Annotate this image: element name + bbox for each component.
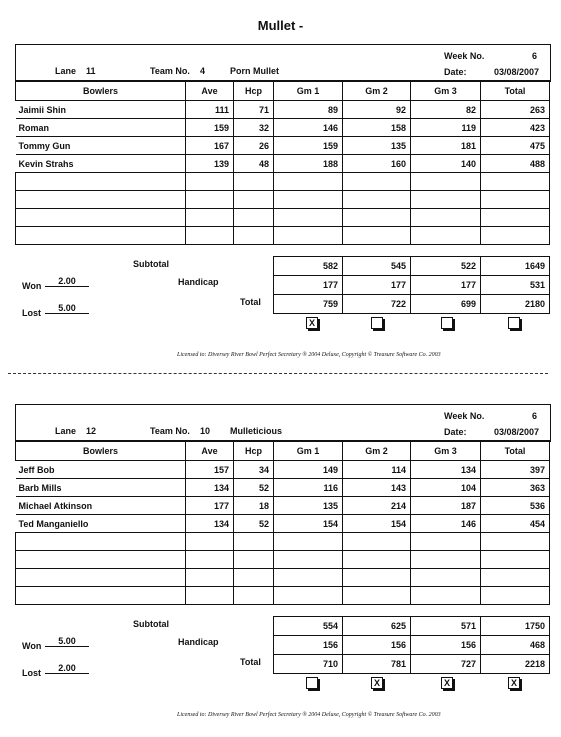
table-row xyxy=(16,173,550,191)
column-header: Bowlers xyxy=(16,441,186,461)
score-cell xyxy=(186,551,234,569)
total-cell: 710 xyxy=(274,655,343,674)
table-row xyxy=(16,569,550,587)
score-cell: 134 xyxy=(186,515,234,533)
score-cell xyxy=(343,227,411,245)
summary-table xyxy=(273,616,550,674)
score-cell: 159 xyxy=(186,119,234,137)
week-no-label: Week No. xyxy=(444,51,485,61)
team-no-label: Team No. xyxy=(150,426,190,436)
score-cell: 140 xyxy=(411,155,481,173)
score-cell: 116 xyxy=(274,479,343,497)
score-cell: 158 xyxy=(343,119,411,137)
subtotal-cell: 554 xyxy=(274,617,343,636)
subtotal-cell: 545 xyxy=(343,257,411,276)
total-cell: 2180 xyxy=(481,295,550,314)
bowler-name xyxy=(16,569,186,587)
column-header: Gm 2 xyxy=(343,81,411,101)
total-cell: 722 xyxy=(343,295,411,314)
score-cell xyxy=(186,191,234,209)
score-cell: 397 xyxy=(481,461,550,479)
score-cell xyxy=(234,191,274,209)
total-cell: 2218 xyxy=(481,655,550,674)
game-win-checkbox[interactable]: X xyxy=(371,677,383,689)
score-cell xyxy=(411,191,481,209)
score-cell: 134 xyxy=(411,461,481,479)
table-row xyxy=(16,551,550,569)
subtotal-row xyxy=(274,257,550,276)
score-cell: 536 xyxy=(481,497,550,515)
score-cell: 89 xyxy=(274,101,343,119)
table-row xyxy=(16,227,550,245)
score-cell: 363 xyxy=(481,479,550,497)
column-header: Ave xyxy=(186,441,234,461)
handicap-cell: 468 xyxy=(481,636,550,655)
game-win-checkbox[interactable] xyxy=(441,317,453,329)
score-cell xyxy=(481,209,550,227)
score-cell: 177 xyxy=(186,497,234,515)
bowler-table xyxy=(15,440,550,605)
score-cell xyxy=(274,533,343,551)
date-value: 03/08/2007 xyxy=(494,67,540,77)
score-cell xyxy=(234,173,274,191)
score-cell xyxy=(234,587,274,605)
score-cell: 146 xyxy=(411,515,481,533)
score-cell: 18 xyxy=(234,497,274,515)
score-cell: 119 xyxy=(411,119,481,137)
won-value: 2.00 xyxy=(45,276,89,287)
score-cell xyxy=(481,191,550,209)
column-header: Gm 1 xyxy=(274,81,343,101)
score-cell xyxy=(343,209,411,227)
total-row xyxy=(274,295,550,314)
bowler-name xyxy=(16,587,186,605)
score-cell: 423 xyxy=(481,119,550,137)
team-no-value: 4 xyxy=(200,66,206,76)
score-cell: 32 xyxy=(234,119,274,137)
subtotal-cell: 582 xyxy=(274,257,343,276)
score-cell xyxy=(481,173,550,191)
score-cell xyxy=(234,569,274,587)
bowler-name xyxy=(16,191,186,209)
subtotal-label: Subtotal xyxy=(133,259,169,269)
score-cell: 26 xyxy=(234,137,274,155)
handicap-cell: 156 xyxy=(274,636,343,655)
bowler-name xyxy=(16,551,186,569)
score-cell: 34 xyxy=(234,461,274,479)
game-win-checkbox[interactable]: X xyxy=(508,677,520,689)
total-cell: 781 xyxy=(343,655,411,674)
team-no-value: 10 xyxy=(200,426,211,436)
game-win-checkbox[interactable]: X xyxy=(306,317,318,329)
score-cell: 146 xyxy=(274,119,343,137)
score-cell xyxy=(411,551,481,569)
table-row xyxy=(16,461,550,479)
total-cell: 759 xyxy=(274,295,343,314)
bowler-name: Tommy Gun xyxy=(16,137,186,155)
handicap-row xyxy=(274,636,550,655)
handicap-cell: 156 xyxy=(343,636,411,655)
score-cell: 159 xyxy=(274,137,343,155)
score-cell xyxy=(481,569,550,587)
score-cell: 160 xyxy=(343,155,411,173)
column-header: Gm 3 xyxy=(411,81,481,101)
score-cell xyxy=(343,551,411,569)
score-cell xyxy=(481,227,550,245)
score-cell xyxy=(343,533,411,551)
table-row xyxy=(16,587,550,605)
score-cell xyxy=(274,551,343,569)
column-header: Hcp xyxy=(234,441,274,461)
date-label: Date: xyxy=(444,427,467,437)
week-no-label: Week No. xyxy=(444,411,485,421)
lane-value: 11 xyxy=(86,66,96,76)
sheet-header xyxy=(15,404,551,442)
page-title: Mullet - xyxy=(257,18,304,33)
handicap-cell: 177 xyxy=(343,276,411,295)
table-row xyxy=(16,497,550,515)
table-row xyxy=(16,119,550,137)
score-cell: 263 xyxy=(481,101,550,119)
table-row xyxy=(16,101,550,119)
score-cell: 154 xyxy=(274,515,343,533)
handicap-cell: 177 xyxy=(411,276,481,295)
score-cell xyxy=(274,569,343,587)
column-header: Gm 2 xyxy=(343,441,411,461)
lane-label: Lane xyxy=(55,426,77,436)
score-cell: 114 xyxy=(343,461,411,479)
score-cell: 188 xyxy=(274,155,343,173)
score-cell: 134 xyxy=(186,479,234,497)
score-cell: 154 xyxy=(343,515,411,533)
bowler-name: Barb Mills xyxy=(16,479,186,497)
score-cell xyxy=(411,569,481,587)
score-cell xyxy=(274,191,343,209)
table-row xyxy=(16,137,550,155)
bowler-name: Ted Manganiello xyxy=(16,515,186,533)
handicap-cell: 156 xyxy=(411,636,481,655)
score-cell: 488 xyxy=(481,155,550,173)
score-cell xyxy=(234,227,274,245)
score-cell: 181 xyxy=(411,137,481,155)
week-no-value: 6 xyxy=(532,411,538,421)
bowler-name: Michael Atkinson xyxy=(16,497,186,515)
game-win-checkbox[interactable] xyxy=(371,317,383,329)
score-cell xyxy=(234,533,274,551)
column-header: Ave xyxy=(186,81,234,101)
score-cell: 135 xyxy=(343,137,411,155)
total-label: Total xyxy=(240,657,261,667)
subtotal-cell: 1750 xyxy=(481,617,550,636)
table-row xyxy=(16,515,550,533)
score-cell xyxy=(343,173,411,191)
table-row xyxy=(16,155,550,173)
subtotal-cell: 522 xyxy=(411,257,481,276)
lost-label: Lost xyxy=(22,308,41,318)
total-label: Total xyxy=(240,297,261,307)
score-cell xyxy=(186,209,234,227)
score-cell xyxy=(186,227,234,245)
table-row xyxy=(16,191,550,209)
game-win-checkbox[interactable] xyxy=(306,677,318,689)
score-cell xyxy=(186,587,234,605)
score-cell xyxy=(274,587,343,605)
score-cell xyxy=(274,173,343,191)
won-value: 5.00 xyxy=(45,636,89,647)
column-header: Total xyxy=(481,441,550,461)
total-cell: 727 xyxy=(411,655,481,674)
score-cell: 71 xyxy=(234,101,274,119)
bowler-name xyxy=(16,173,186,191)
column-header: Gm 3 xyxy=(411,441,481,461)
score-cell xyxy=(481,533,550,551)
subtotal-cell: 625 xyxy=(343,617,411,636)
bowler-name xyxy=(16,227,186,245)
table-row xyxy=(16,533,550,551)
score-cell xyxy=(234,209,274,227)
footer-license: Licensed to: Diversey River Bowl Perfect Secretary ® 2004 Deluxe, Copyright © Treasure Software Co. 2003 xyxy=(177,712,441,718)
lost-label: Lost xyxy=(22,668,41,678)
team-name: Porn Mullet xyxy=(230,66,279,76)
score-cell xyxy=(411,533,481,551)
bowler-name: Jeff Bob xyxy=(16,461,186,479)
handicap-label: Handicap xyxy=(178,637,219,647)
sheet-header xyxy=(15,44,551,82)
score-cell xyxy=(186,173,234,191)
won-label: Won xyxy=(22,281,42,291)
score-cell: 104 xyxy=(411,479,481,497)
score-cell: 52 xyxy=(234,479,274,497)
bowler-name: Jaimii Shin xyxy=(16,101,186,119)
score-cell xyxy=(186,533,234,551)
score-cell: 82 xyxy=(411,101,481,119)
score-cell xyxy=(481,587,550,605)
score-cell: 475 xyxy=(481,137,550,155)
score-cell xyxy=(343,569,411,587)
bowler-name xyxy=(16,533,186,551)
score-cell: 454 xyxy=(481,515,550,533)
column-header: Hcp xyxy=(234,81,274,101)
column-header: Gm 1 xyxy=(274,441,343,461)
bowler-table xyxy=(15,80,550,245)
team-name: Mulleticious xyxy=(230,426,283,436)
footer-license: Licensed to: Diversey River Bowl Perfect Secretary ® 2004 Deluxe, Copyright © Treasure Software Co. 2003 xyxy=(177,352,441,358)
lost-value: 5.00 xyxy=(45,303,89,314)
total-row xyxy=(274,655,550,674)
header-row xyxy=(16,441,550,461)
bowler-name: Kevin Strahs xyxy=(16,155,186,173)
score-cell xyxy=(343,587,411,605)
header-row xyxy=(16,81,550,101)
score-cell: 167 xyxy=(186,137,234,155)
score-cell: 157 xyxy=(186,461,234,479)
score-cell xyxy=(411,173,481,191)
table-row xyxy=(16,209,550,227)
score-cell xyxy=(234,551,274,569)
score-cell xyxy=(411,227,481,245)
bowler-name: Roman xyxy=(16,119,186,137)
column-header: Total xyxy=(481,81,550,101)
score-cell: 48 xyxy=(234,155,274,173)
score-cell: 149 xyxy=(274,461,343,479)
total-cell: 699 xyxy=(411,295,481,314)
subtotal-cell: 1649 xyxy=(481,257,550,276)
score-cell: 135 xyxy=(274,497,343,515)
team-no-label: Team No. xyxy=(150,66,190,76)
lost-value: 2.00 xyxy=(45,663,89,674)
score-cell xyxy=(274,227,343,245)
bowler-name xyxy=(16,209,186,227)
score-cell: 111 xyxy=(186,101,234,119)
cut-line xyxy=(8,373,548,374)
handicap-cell: 177 xyxy=(274,276,343,295)
handicap-row xyxy=(274,276,550,295)
score-cell xyxy=(186,569,234,587)
score-cell xyxy=(411,209,481,227)
column-header: Bowlers xyxy=(16,81,186,101)
date-label: Date: xyxy=(444,67,467,77)
score-cell xyxy=(343,191,411,209)
subtotal-row xyxy=(274,617,550,636)
summary-table xyxy=(273,256,550,314)
score-cell: 214 xyxy=(343,497,411,515)
score-cell: 143 xyxy=(343,479,411,497)
score-cell xyxy=(481,551,550,569)
score-cell xyxy=(411,587,481,605)
subtotal-label: Subtotal xyxy=(133,619,169,629)
table-row xyxy=(16,479,550,497)
score-cell: 52 xyxy=(234,515,274,533)
week-no-value: 6 xyxy=(532,51,538,61)
handicap-label: Handicap xyxy=(178,277,219,287)
lane-label: Lane xyxy=(55,66,77,76)
score-cell xyxy=(274,209,343,227)
subtotal-cell: 571 xyxy=(411,617,481,636)
game-win-checkbox[interactable]: X xyxy=(441,677,453,689)
score-cell: 92 xyxy=(343,101,411,119)
game-win-checkbox[interactable] xyxy=(508,317,520,329)
handicap-cell: 531 xyxy=(481,276,550,295)
won-label: Won xyxy=(22,641,42,651)
score-cell: 187 xyxy=(411,497,481,515)
date-value: 03/08/2007 xyxy=(494,427,540,437)
score-cell: 139 xyxy=(186,155,234,173)
lane-value: 12 xyxy=(86,426,97,436)
